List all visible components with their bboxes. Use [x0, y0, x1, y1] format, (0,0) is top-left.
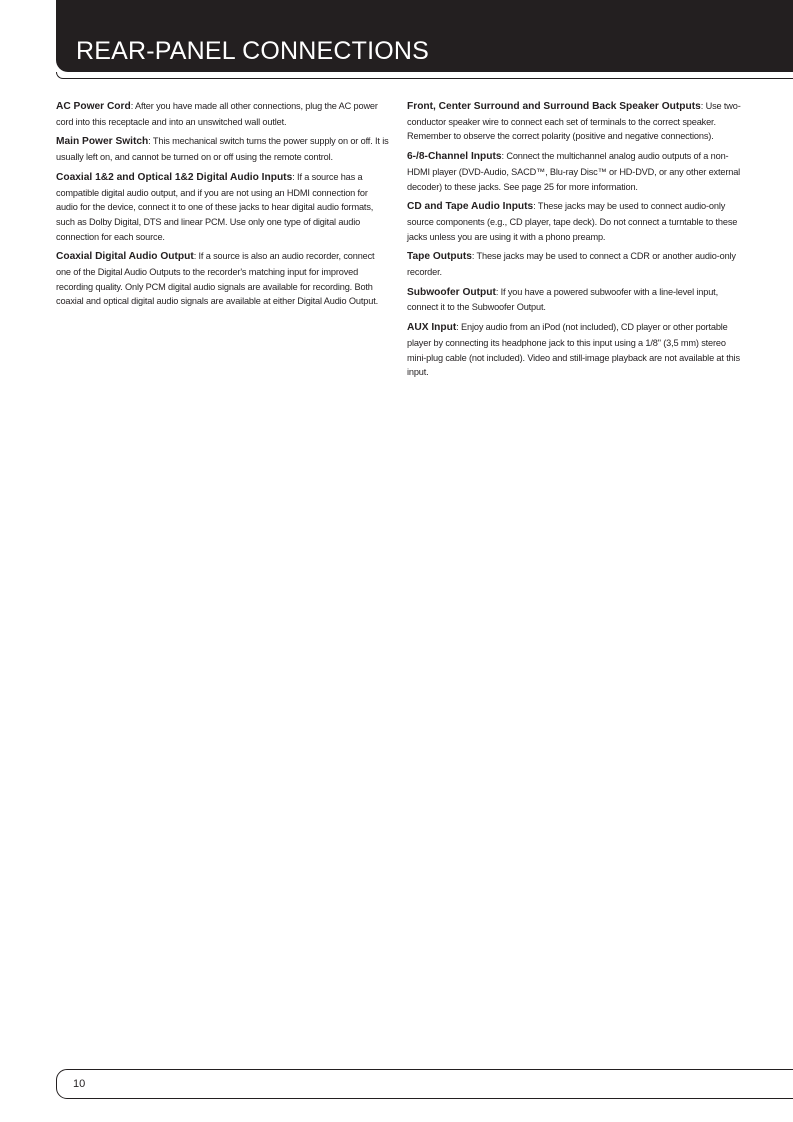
entry-title: AC Power Cord: [56, 101, 131, 112]
entry-cd-tape-inputs: [407, 199, 741, 244]
entry-title: Subwoofer Output: [407, 286, 496, 298]
page-footer: [56, 1069, 793, 1099]
entry-digital-audio-output: [56, 249, 390, 309]
page-header: [56, 0, 793, 72]
entry-aux-input: [407, 320, 741, 380]
entry-title: Tape Outputs: [407, 251, 472, 263]
header-rule: [56, 72, 793, 79]
entry-body: : If a source is also an audio recorder, connect one of the Digital Audio Outputs to the recorder's matching input for improved recording quality. Only PCM digital audio signals are available for recording. Both coaxial and optical digital audio signals are available at either Digital Audio Output.: [56, 251, 378, 307]
entry-main-power-switch: [56, 134, 390, 164]
entry-body: : Connect the multichannel analog audio outputs of a non-HDMI player (DVD-Audio, SACD™, Blu-ray Disc™ or HD-DVD, or any other external decoder) to these jacks. See page 25 for more information.: [407, 151, 741, 192]
entry-body: : If you have a powered subwoofer with a line-level input, connect it to the Subwoofer Output.: [407, 286, 718, 313]
left-column: [56, 99, 390, 314]
entry-title: Coaxial Digital Audio Output: [56, 251, 194, 263]
entry-speaker-outputs: [407, 99, 741, 144]
entry-digital-audio-inputs: [56, 170, 390, 245]
entry-title: Coaxial 1&2 and Optical 1&2 Digital Audio Inputs: [56, 171, 293, 183]
entry-tape-outputs: [407, 249, 741, 279]
entry-title: Main Power Switch: [56, 136, 149, 148]
entry-title: 6-/8-Channel Inputs: [407, 151, 502, 163]
entry-body: : Use two-conductor speaker wire to connect each set of terminals to the correct speaker. Remember to observe the correct polarity (positive and negative connections).: [407, 101, 741, 142]
entry-body: : This mechanical switch turns the power supply on or off. It is usually left on, and cannot be turned on or off using the remote control.: [56, 136, 389, 163]
entry-ac-power-cord: [56, 99, 390, 129]
entry-body: : After you have made all other connections, plug the AC power cord into this receptacle and into an unswitched wall outlet.: [56, 101, 378, 127]
entry-body: : These jacks may be used to connect audio-only source components (e.g., CD player, tape deck). Do not connect a turntable to these jacks unless you are using it with a phono preamp.: [407, 201, 738, 242]
entry-body: : If a source has a compatible digital audio output, and if you are not using an HDMI connection for audio for the device, connect it to one of these jacks to hear digital audio formats, such as Dolby Digital, DTS and linear PCM. Use only one type of digital audio connection for each source.: [56, 171, 374, 242]
entry-multichannel-inputs: [407, 149, 741, 194]
entry-title: CD and Tape Audio Inputs: [407, 201, 534, 213]
entry-title: Front, Center Surround and Surround Back Speaker Outputs: [407, 101, 701, 112]
page-number: 10: [73, 1078, 86, 1090]
entry-subwoofer-output: [407, 285, 741, 315]
entry-body: : These jacks may be used to connect a CDR or another audio-only recorder.: [407, 251, 736, 278]
entry-title: AUX Input: [407, 322, 457, 334]
right-column: [407, 99, 741, 385]
entry-body: : Enjoy audio from an iPod (not included), CD player or other portable player by connecting its headphone jack to this input using a 1/8" (3,5 mm) stereo mini-plug cable (not included). Video and still-image playback are not available at this input.: [407, 322, 740, 378]
page-title: REAR-PANEL CONNECTIONS: [76, 37, 430, 65]
